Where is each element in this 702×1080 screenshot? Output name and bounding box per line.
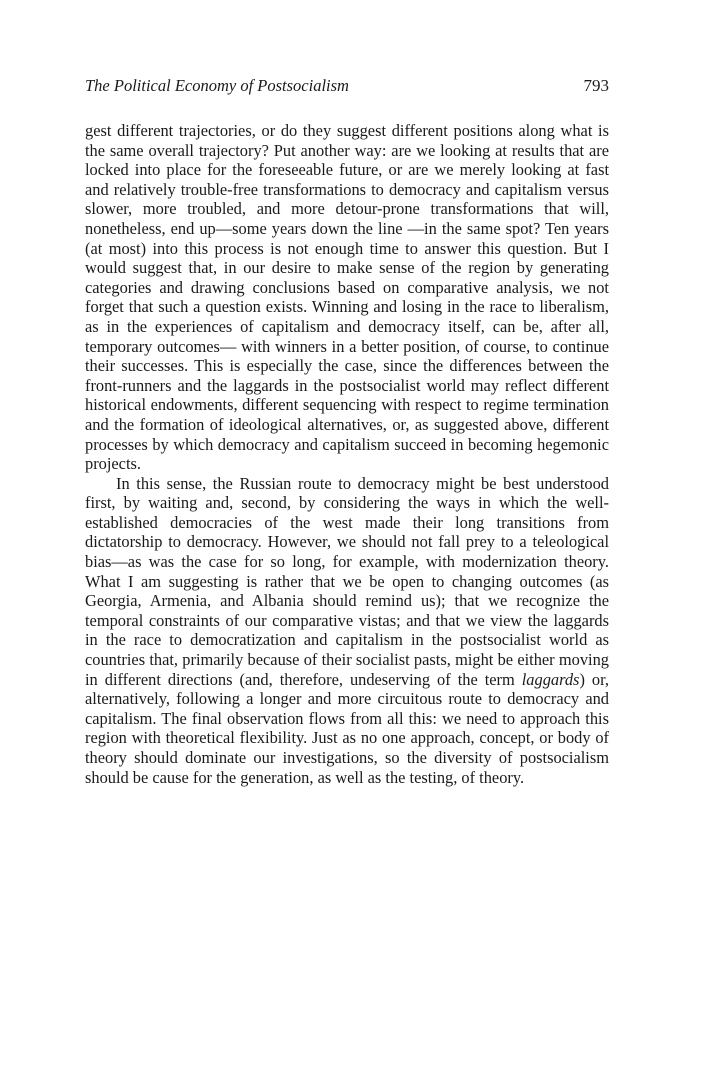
paragraph-2-text-b: ) or, alternatively, following a longer and more circuitous route to democracy and capitalism. The final observation flows from all this: we need to approach this region with theoretical flexibility. Just as no one approach, concept, or body of theory should dominate our investigations, so the diversity of postsocialism should be cause for the generation, as well as the testing, of theory. — [85, 669, 609, 787]
body-text — [85, 121, 609, 787]
page-number: 793 — [583, 76, 609, 95]
paragraph-2-text-a: In this sense, the Russian route to democracy might be best understood first, by waiting and, second, by considering the ways in which the well-established democracies of the west made their long transitions from dictatorship to democracy. However, we should not fall prey to a teleological bias—as was the case for so long, for example, with modernization theory. What I am suggesting is rather that we be open to changing outcomes (as Georgia, Armenia, and Albania should remind us); that we recognize the temporal constraints of our comparative vistas; and that we view the laggards in the race to democratization and capitalism in the postsocialist world as countries that, primarily because of their socialist pasts, might be either moving in different directions (and, therefore, undeserving of the term — [85, 473, 609, 689]
italic-term-laggards: laggards — [521, 669, 580, 689]
running-head — [85, 76, 609, 100]
running-title: The Political Economy of Postsocialism — [85, 76, 349, 95]
paragraph-1: gest different trajectories, or do they suggest different positions along what is the same overall trajectory? Put another way: are we looking at results that are locked into place for the foreseeable future, or are we merely looking at fast and relatively trouble-free transformations to democracy and capitalism versus slower, more troubled, and more detour-prone transformations that will, nonetheless, end up—some years down the line —in the same spot? Ten years (at most) into this process is not enough time to answer this question. But I would suggest that, in our desire to make sense of the region by generating categories and drawing conclusions based on comparative analysis, we not forget that such a question exists. Winning and losing in the race to liberalism, as in the experiences of capitalism and democracy itself, can be, after all, temporary outcomes— with winners in a better position, of course, to continue their successes. This is especially the case, since the differences between the front-runners and the laggards in the postsocialist world may reflect different historical endowments, different sequencing with respect to regime termination and the formation of ideological alternatives, or, as suggested above, different processes by which democracy and capitalism succeed in becoming hegemonic projects. — [85, 121, 609, 474]
paragraph-2 — [85, 474, 609, 788]
